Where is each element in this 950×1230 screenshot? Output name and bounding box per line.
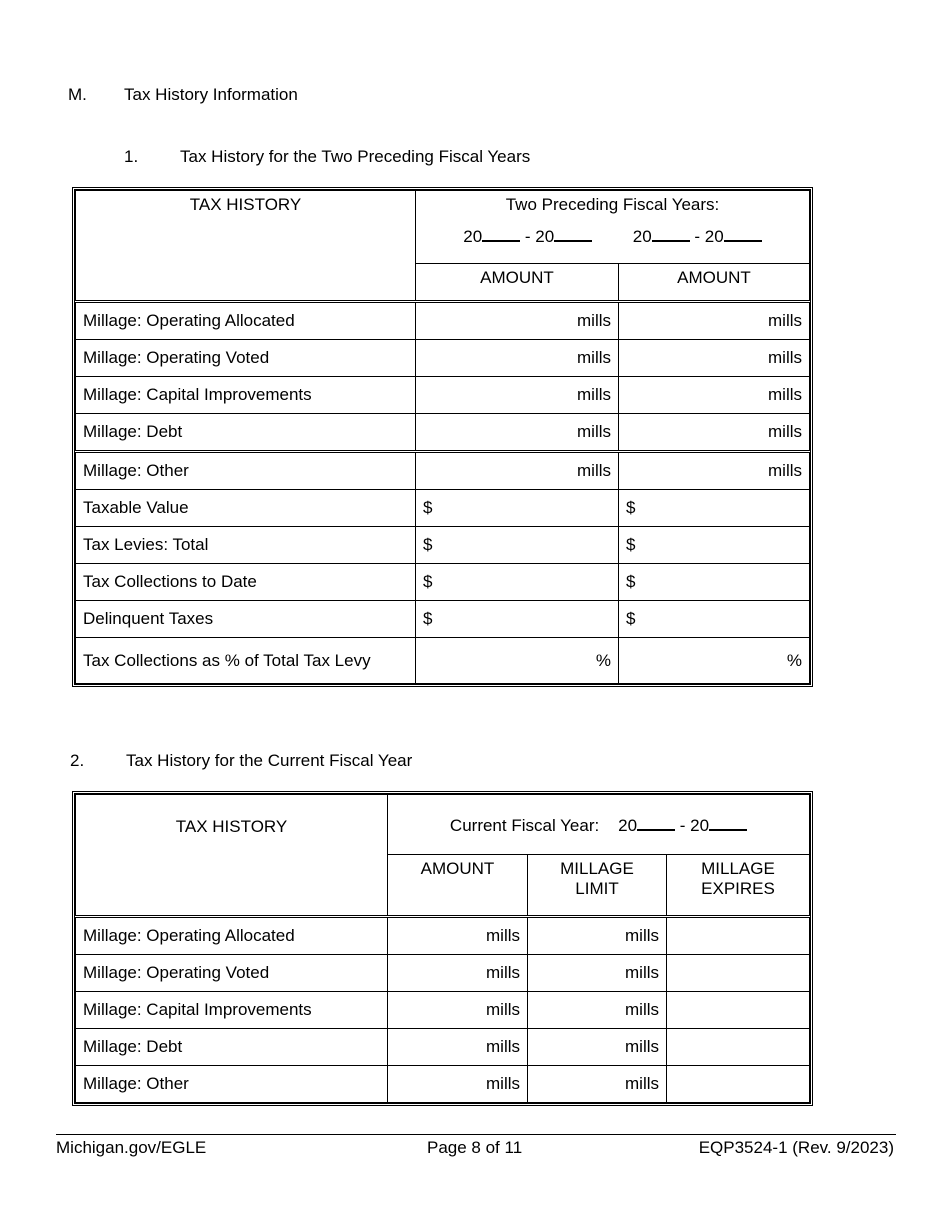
t1-amount-cell-1[interactable]: mills xyxy=(416,302,619,340)
t2-limit-cell[interactable]: mills xyxy=(528,1029,667,1066)
t1-row-label: Delinquent Taxes xyxy=(76,601,416,638)
t2-header-tax-history: TAX HISTORY xyxy=(76,795,388,917)
t2-expires-cell[interactable] xyxy=(667,1029,810,1066)
t1-row-label: Tax Levies: Total xyxy=(76,527,416,564)
t1-amount-cell-1[interactable]: mills xyxy=(416,452,619,490)
t1-amount-cell-2[interactable]: $ xyxy=(619,564,810,601)
t2-row xyxy=(76,917,810,955)
t1-amount-cell-2[interactable]: $ xyxy=(619,527,810,564)
subsection2-title: Tax History for the Current Fiscal Year xyxy=(126,751,413,770)
t1-row xyxy=(76,638,810,684)
t2-row-label: Millage: Debt xyxy=(76,1029,388,1066)
t1-row xyxy=(76,302,810,340)
t1-amount-cell-1[interactable]: $ xyxy=(416,490,619,527)
t2-amount-cell[interactable]: mills xyxy=(388,992,528,1029)
t1-two-preceding-label: Two Preceding Fiscal Years: xyxy=(505,195,720,214)
t2-row-label: Millage: Capital Improvements xyxy=(76,992,388,1029)
t2-col-millage-limit: MILLAGE LIMIT xyxy=(528,855,667,917)
t2-expires-cell[interactable] xyxy=(667,917,810,955)
t2-current-year[interactable]: Current Fiscal Year: 20 - 20 xyxy=(388,795,810,855)
t1-amount-cell-2[interactable]: $ xyxy=(619,601,810,638)
t1-amount-cell-1[interactable]: mills xyxy=(416,414,619,452)
t2-expires-cell[interactable] xyxy=(667,955,810,992)
t1-year-range-1[interactable]: 20 - 20 xyxy=(463,225,592,247)
t2-limit-cell[interactable]: mills xyxy=(528,917,667,955)
t1-row-label: Millage: Operating Allocated xyxy=(76,302,416,340)
t1-amount-cell-1[interactable]: mills xyxy=(416,377,619,414)
t1-amount-cell-1[interactable]: $ xyxy=(416,601,619,638)
t1-amount-cell-2[interactable]: % xyxy=(619,638,810,684)
t1-row-label: Millage: Debt xyxy=(76,414,416,452)
t1-amount-cell-1[interactable]: % xyxy=(416,638,619,684)
t1-row-label: Taxable Value xyxy=(76,490,416,527)
t1-amount-cell-1[interactable]: $ xyxy=(416,527,619,564)
t2-row xyxy=(76,1029,810,1066)
t2-limit-cell[interactable]: mills xyxy=(528,992,667,1029)
t1-row xyxy=(76,452,810,490)
t1-amount-cell-2[interactable]: mills xyxy=(619,452,810,490)
t1-amount-cell-2[interactable]: mills xyxy=(619,414,810,452)
t2-row-label: Millage: Operating Allocated xyxy=(76,917,388,955)
t2-row xyxy=(76,955,810,992)
t1-row xyxy=(76,414,810,452)
t1-amount-cell-2[interactable]: $ xyxy=(619,490,810,527)
subsection1-number: 1. xyxy=(124,147,139,166)
t2-amount-cell[interactable]: mills xyxy=(388,917,528,955)
t1-amount-cell-1[interactable]: mills xyxy=(416,340,619,377)
section-letter: M. xyxy=(68,85,87,104)
t2-limit-cell[interactable]: mills xyxy=(528,1066,667,1103)
t1-row xyxy=(76,601,810,638)
t1-row-label: Tax Collections to Date xyxy=(76,564,416,601)
t1-row-label: Tax Collections as % of Total Tax Levy xyxy=(76,638,416,684)
t1-header-tax-history: TAX HISTORY xyxy=(76,191,416,302)
footer-website: Michigan.gov/EGLE xyxy=(56,1138,207,1157)
t2-limit-cell[interactable]: mills xyxy=(528,955,667,992)
current-year-table xyxy=(72,791,813,1106)
footer-form-id: EQP3524-1 (Rev. 9/2023) xyxy=(698,1138,894,1157)
t1-amount-cell-2[interactable]: mills xyxy=(619,377,810,414)
t2-row-label: Millage: Other xyxy=(76,1066,388,1103)
t2-row-label: Millage: Operating Voted xyxy=(76,955,388,992)
t2-row xyxy=(76,992,810,1029)
t1-row-label: Millage: Operating Voted xyxy=(76,340,416,377)
preceding-years-table xyxy=(72,187,813,687)
t1-year-range-2[interactable]: 20 - 20 xyxy=(633,225,762,247)
t2-expires-cell[interactable] xyxy=(667,992,810,1029)
t1-header-years xyxy=(416,191,810,264)
t2-amount-cell[interactable]: mills xyxy=(388,955,528,992)
t1-amount-cell-2[interactable]: mills xyxy=(619,302,810,340)
t1-amount-header-1: AMOUNT xyxy=(416,264,619,302)
subsection1-title: Tax History for the Two Preceding Fiscal Years xyxy=(180,147,531,166)
t1-row xyxy=(76,564,810,601)
t2-amount-cell[interactable]: mills xyxy=(388,1029,528,1066)
t1-row xyxy=(76,527,810,564)
t1-row xyxy=(76,340,810,377)
t1-row-label: Millage: Capital Improvements xyxy=(76,377,416,414)
t2-amount-cell[interactable]: mills xyxy=(388,1066,528,1103)
t1-row xyxy=(76,377,810,414)
t1-row-label: Millage: Other xyxy=(76,452,416,490)
footer-rule xyxy=(56,1134,896,1135)
section-title: Tax History Information xyxy=(124,85,298,104)
footer-page-number: Page 8 of 11 xyxy=(427,1138,523,1157)
t2-row xyxy=(76,1066,810,1103)
subsection2-number: 2. xyxy=(70,751,85,770)
t1-row xyxy=(76,490,810,527)
t1-amount-cell-1[interactable]: $ xyxy=(416,564,619,601)
t2-expires-cell[interactable] xyxy=(667,1066,810,1103)
t1-amount-cell-2[interactable]: mills xyxy=(619,340,810,377)
t2-col-millage-expires: MILLAGE EXPIRES xyxy=(667,855,810,917)
t2-col-amount: AMOUNT xyxy=(388,855,528,917)
t1-amount-header-2: AMOUNT xyxy=(619,264,810,302)
